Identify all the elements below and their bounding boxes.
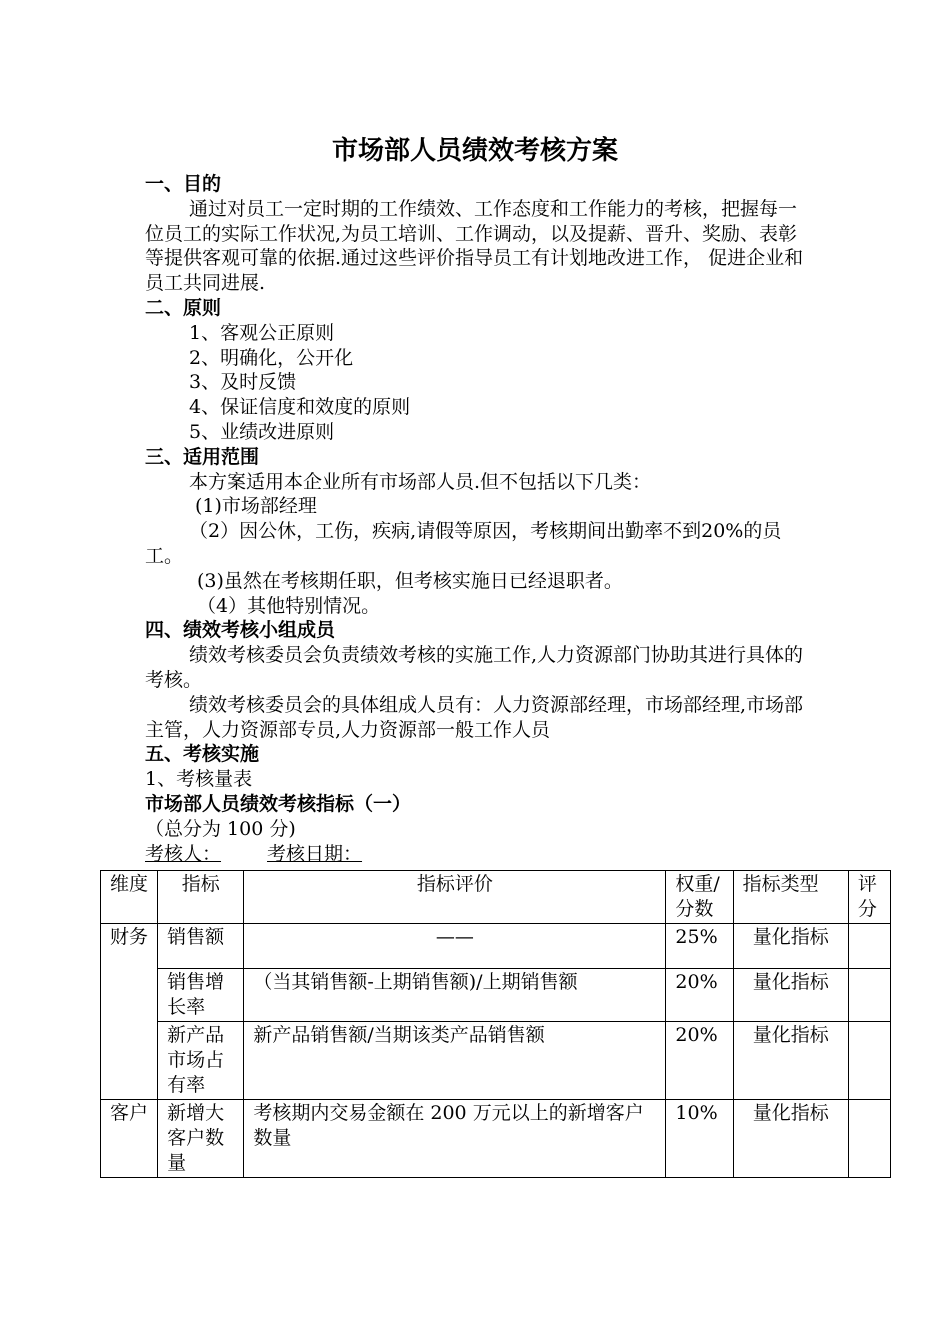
score-cell [848, 969, 890, 1022]
indicator-cell: 销售增长率 [158, 969, 244, 1022]
type-cell: 量化指标 [733, 969, 848, 1022]
weight-cell: 20% [666, 969, 733, 1022]
indicator-cell: 新产品市场占有率 [158, 1022, 244, 1100]
table-row [101, 969, 891, 1022]
header-cell: 指标类型 [733, 871, 848, 924]
assessment-table [100, 870, 891, 1178]
total-score-note: （总分为 100 分) [145, 817, 296, 840]
type-cell: 量化指标 [733, 1100, 848, 1178]
section-heading: 二、原则 [145, 296, 222, 319]
table-row [101, 1022, 891, 1100]
indicator-cell: 销售额 [158, 924, 244, 969]
evaluation-cell: —— [244, 924, 666, 969]
subheading: 1、考核量表 [145, 768, 253, 791]
list-item: （2）因公休，工伤，疾病,请假等原因，考核期间出勤率不到20%的员工。 [145, 520, 782, 567]
paragraph: 本方案适用本企业所有市场部人员.但不包括以下几类： [189, 470, 652, 493]
header-cell: 指标 [158, 871, 244, 924]
date-label: 考核日期： [267, 842, 363, 865]
score-cell [848, 1100, 890, 1178]
list-item: 3、及时反馈 [189, 371, 297, 394]
list-item: 2、明确化，公开化 [189, 346, 354, 369]
type-cell: 量化指标 [733, 1022, 848, 1100]
evaluation-cell: 新产品销售额/当期该类产品销售额 [244, 1022, 666, 1100]
score-cell [848, 1022, 890, 1100]
indicator-cell: 新增大客户数量 [158, 1100, 244, 1178]
header-cell: 维度 [101, 871, 158, 924]
table-row [101, 924, 891, 969]
list-item: 5、业绩改进原则 [189, 420, 335, 443]
table-header-row [101, 871, 891, 924]
weight-cell: 10% [666, 1100, 733, 1178]
evaluation-cell: （当其销售额-上期销售额)/上期销售额 [244, 969, 666, 1022]
list-item: 1、客观公正原则 [189, 321, 335, 344]
signature-line [145, 842, 815, 867]
paragraph: 绩效考核委员会负责绩效考核的实施工作,人力资源部门协助其进行具体的考核。 [145, 644, 804, 691]
table-row [101, 1100, 891, 1178]
section-heading: 四、绩效考核小组成员 [145, 619, 336, 642]
list-item: （4）其他特别情况。 [197, 594, 381, 617]
evaluation-cell: 考核期内交易金额在 200 万元以上的新增客户数量 [244, 1100, 666, 1178]
header-cell: 指标评价 [244, 871, 666, 924]
weight-cell: 25% [666, 924, 733, 969]
section-heading: 三、适用范围 [145, 445, 260, 468]
header-cell: 权重/分数 [666, 871, 733, 924]
weight-cell: 20% [666, 1022, 733, 1100]
paragraph: 绩效考核委员会的具体组成人员有：人力资源部经理，市场部经理,市场部主管，人力资源部专员,人力资源部一般工作人员 [145, 693, 804, 741]
dimension-cell: 财务 [101, 924, 158, 1100]
type-cell: 量化指标 [733, 924, 848, 969]
list-item: 4、保证信度和效度的原则 [189, 396, 411, 419]
list-item: (3)虽然在考核期任职，但考核实施日已经退职者。 [197, 569, 623, 592]
header-cell: 评分 [848, 871, 890, 924]
table-title: 市场部人员绩效考核指标（一） [145, 792, 412, 815]
page-title: 市场部人员绩效考核方案 [331, 136, 618, 166]
score-cell [848, 924, 890, 969]
list-item: (1)市场部经理 [195, 495, 317, 518]
assessor-label: 考核人： [145, 842, 222, 865]
section-heading: 五、考核实施 [145, 743, 260, 766]
document-body [145, 172, 815, 866]
paragraph: 通过对员工一定时期的工作绩效、工作态度和工作能力的考核，把握每一位员工的实际工作状况,为员工培训、工作调动，以及提薪、晋升、奖励、表彰等提供客观可靠的依据.通过这些评价指导员工有计划地改进工作， 促进企业和员工共同进展. [145, 197, 804, 295]
dimension-cell: 客户 [101, 1100, 158, 1178]
section-heading: 一、目的 [145, 173, 222, 195]
